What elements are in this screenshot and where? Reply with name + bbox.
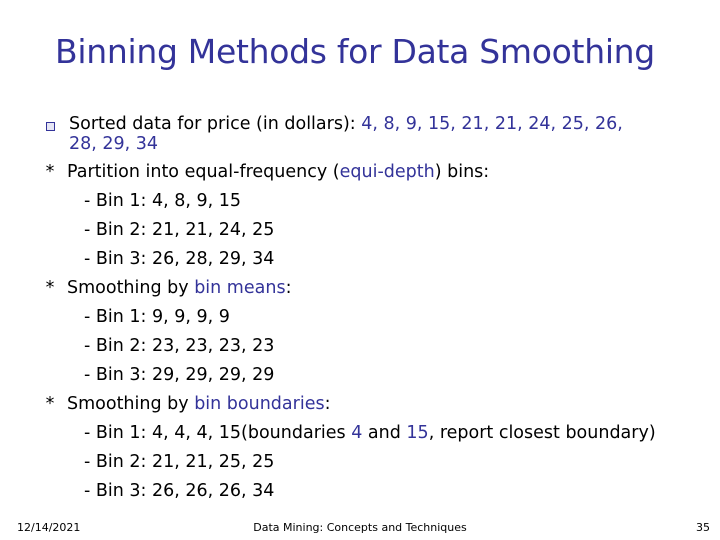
- means-bin-3: - Bin 3: 29, 29, 29, 29: [84, 365, 275, 385]
- footer-date: 12/14/2021: [17, 521, 81, 534]
- footer-course-title: Data Mining: Concepts and Techniques: [253, 521, 467, 534]
- means-text: Smoothing by: [67, 278, 195, 298]
- partition-bin-3: - Bin 3: 26, 28, 29, 34: [84, 249, 275, 269]
- star-bullet-icon: *: [45, 162, 55, 182]
- sorted-data-label: Sorted data for price (in dollars):: [69, 114, 362, 134]
- sorted-values-continued: 28, 29, 34: [69, 134, 159, 154]
- square-bullet-icon: [46, 122, 55, 131]
- partition-bin-1: - Bin 1: 4, 8, 9, 15: [84, 191, 242, 211]
- boundaries-bin-3: - Bin 3: 26, 26, 26, 34: [84, 481, 275, 501]
- boundary-value-4: 4: [351, 423, 363, 443]
- means-bin-2: - Bin 2: 23, 23, 23, 23: [84, 336, 275, 356]
- means-bin-1: - Bin 1: 9, 9, 9, 9: [84, 307, 230, 327]
- boundaries-line: * Smoothing by bin boundaries:: [0, 390, 720, 419]
- boundaries-bin-2: - Bin 2: 21, 21, 25, 25: [84, 452, 275, 472]
- partition-bin-2: - Bin 2: 21, 21, 24, 25: [84, 220, 275, 240]
- boundaries-bin-1: - Bin 1: 4, 4, 4, 15(boundaries 4 and 15, report closest boundary): [84, 423, 656, 443]
- sorted-data-continuation: [0, 131, 720, 158]
- equi-depth-term: equi-depth: [339, 162, 435, 182]
- partition-line: * Partition into equal-frequency (equi-depth) bins:: [0, 158, 720, 187]
- bin-boundaries-term: bin boundaries: [194, 394, 325, 414]
- boundaries-text: Smoothing by: [67, 394, 195, 414]
- bin-means-term: bin means: [194, 278, 286, 298]
- partition-text: Partition into equal-frequency (: [67, 162, 340, 182]
- boundary-value-15: 15: [406, 423, 429, 443]
- star-bullet-icon: *: [45, 394, 55, 414]
- star-bullet-icon: *: [45, 278, 55, 298]
- sorted-values: 4, 8, 9, 15, 21, 21, 24, 25, 26,: [361, 114, 623, 134]
- slide-body: [0, 110, 720, 506]
- means-line: * Smoothing by bin means:: [0, 274, 720, 303]
- slide-title: Binning Methods for Data Smoothing: [55, 32, 655, 71]
- page-number: 35: [696, 521, 710, 534]
